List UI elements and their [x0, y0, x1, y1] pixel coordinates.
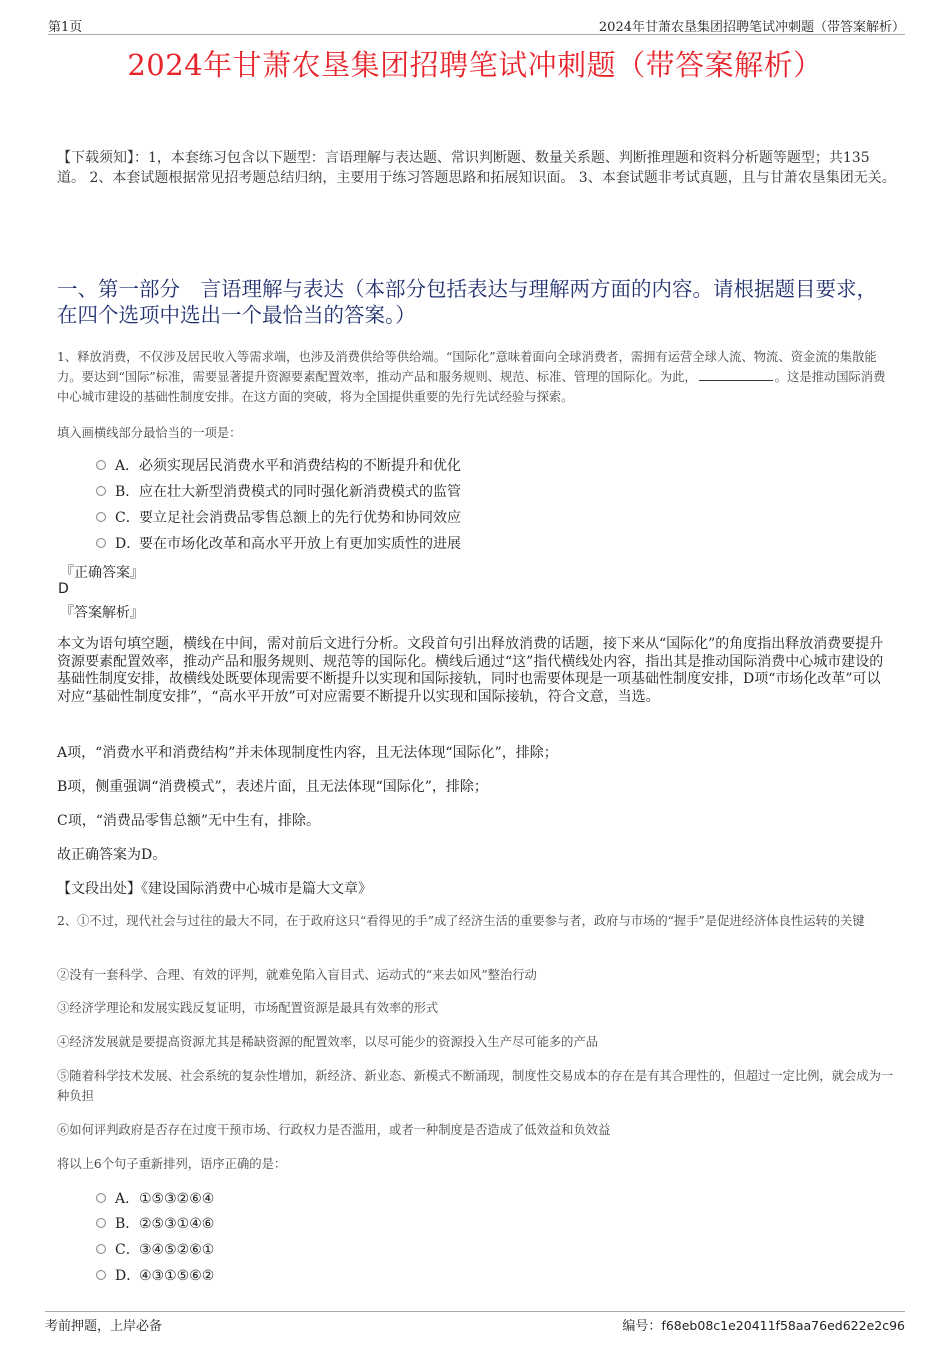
page-header	[48, 14, 905, 35]
question-2-sentence-2: ②没有一套科学、合理、有效的评判，就难免陷入盲目式、运动式的“来去如风”整治行动	[57, 968, 537, 982]
radio-icon[interactable]	[96, 460, 106, 470]
radio-icon[interactable]	[96, 1270, 106, 1280]
document-title: 2024年甘萧农垦集团招聘笔试冲刺题（带答案解析）	[127, 48, 823, 82]
radio-icon[interactable]	[96, 512, 106, 522]
radio-icon[interactable]	[96, 486, 106, 496]
analysis-note-b: B项，侧重强调“消费模式”，表述片面，且无法体现“国际化”，排除；	[57, 779, 488, 795]
passage-source: 【文段出处】《建设国际消费中心城市是篇大文章》	[57, 881, 372, 897]
radio-icon[interactable]	[96, 538, 106, 548]
question-2-sentence-3: ③经济学理论和发展实践反复证明，市场配置资源是最具有效率的形式	[57, 1001, 439, 1015]
question-2-sentence-6: ⑥如何评判政府是否存在过度干预市场、行政权力是否滥用，或者一种制度是否造成了低效益和负效益	[57, 1123, 611, 1137]
radio-icon[interactable]	[96, 1218, 106, 1228]
q1-option-b[interactable]: B．应在壮大新型消费模式的同时强化新消费模式的监管	[96, 482, 461, 502]
question-2-sentence-4: ④经济发展就是要提高资源尤其是稀缺资源的配置效率，以尽可能少的资源投入生产尽可能多的产品	[57, 1035, 599, 1049]
header-doc-title: 2024年甘萧农垦集团招聘笔试冲刺题（带答案解析）	[598, 20, 905, 35]
analysis-label: 『答案解析』	[60, 605, 144, 621]
analysis-note-a: A项，“消费水平和消费结构”并未体现制度性内容，且无法体现“国际化”，排除；	[57, 745, 558, 761]
analysis-text: 本文为语句填空题，横线在中间，需对前后文进行分析。文段首句引出释放消费的话题，接下来从“国际化”的角度指出释放消费要提升资源要素配置效率，推动产品和服务规则、规范等的国际化。横线后通过“这”指代横线处内容，指出其是推动国际消费中心城市建设的基础性制度安排，故横线处既要体现需要不断提升以实现和国际接轨，同时也需要体现是一项基础性制度安排，D项“市场化改革”可以对应“基础性制度安排”，“高水平开放”可对应需要不断提升以实现和国际接轨，符合文意，当选。	[57, 636, 884, 705]
answer-label: 『正确答案』	[60, 565, 144, 581]
page-number: 第1页	[48, 20, 83, 35]
q1-option-d[interactable]: D．要在市场化改革和高水平开放上有更加实质性的进展	[96, 534, 461, 554]
section-heading: 一、第一部分 言语理解与表达（本部分包括表达与理解两方面的内容。请根据题目要求，在四个选项中选出一个最恰当的答案。）	[57, 277, 877, 327]
question-1-stem: 1、释放消费，不仅涉及居民收入等需求端，也涉及消费供给等供给端。“国际化”意味着面向全球消费者，需拥有运营全球人流、物流、资金流的集散能力。要达到“国际”标准，需要显著提升资源要素配置效率，推动产品和服务规则、规范、标准、管理的国际化。为此， 。这是推动国际消费中心城市建设的基础性制度安排。在这方面的突破，将为全国提供重要的先行先试经验与探索。	[57, 350, 886, 404]
question-2-sentence-5: ⑤随着科学技术发展、社会系统的复杂性增加，新经济、新业态、新模式不断涌现，制度性交易成本的存在是有其合理性的，但超过一定比例，就会成为一种负担	[57, 1069, 894, 1103]
analysis-note-c: C项，“消费品零售总额”无中生有，排除。	[57, 813, 321, 829]
footer-slogan: 考前押题，上岸必备	[45, 1319, 163, 1334]
correct-answer: D	[58, 581, 69, 597]
analysis-conclusion: 故正确答案为D。	[57, 847, 167, 863]
radio-icon[interactable]	[96, 1193, 106, 1203]
q1-option-a[interactable]: A．必须实现居民消费水平和消费结构的不断提升和优化	[96, 456, 461, 476]
q2-option-b[interactable]: B．②⑤③①④⑥	[96, 1214, 214, 1234]
page-footer	[45, 1311, 905, 1332]
document-code: 编号：f68eb08c1e20411f58aa76ed622e2c96	[622, 1318, 905, 1334]
download-notice: 【下载须知】：1，本套练习包含以下题型：言语理解与表达题、常识判断题、数量关系题、判断推理题和资料分析题等题型；共135道。 2、本套试题根据常见招考题总结归纳，主要用于练习答题思路和拓展知识面。 3、本套试题非考试真题，且与甘萧农垦集团无关。	[57, 150, 896, 186]
question-2-sentence-1: 2、①不过，现代社会与过往的最大不同，在于政府这只“看得见的手”成了经济生活的重要参与者，政府与市场的“握手”是促进经济体良性运转的关键	[57, 914, 865, 928]
question-2-prompt: 将以上6个句子重新排列，语序正确的是：	[57, 1157, 287, 1171]
fill-blank	[699, 368, 773, 381]
q1-option-c[interactable]: C．要立足社会消费品零售总额上的先行优势和协同效应	[96, 508, 461, 528]
q2-option-a[interactable]: A．①⑤③②⑥④	[96, 1189, 214, 1209]
q2-option-d[interactable]: D．④③①⑤⑥②	[96, 1266, 214, 1286]
q2-option-c[interactable]: C．③④⑤②⑥①	[96, 1240, 214, 1260]
question-1-prompt: 填入画横线部分最恰当的一项是：	[57, 426, 242, 440]
radio-icon[interactable]	[96, 1244, 106, 1254]
